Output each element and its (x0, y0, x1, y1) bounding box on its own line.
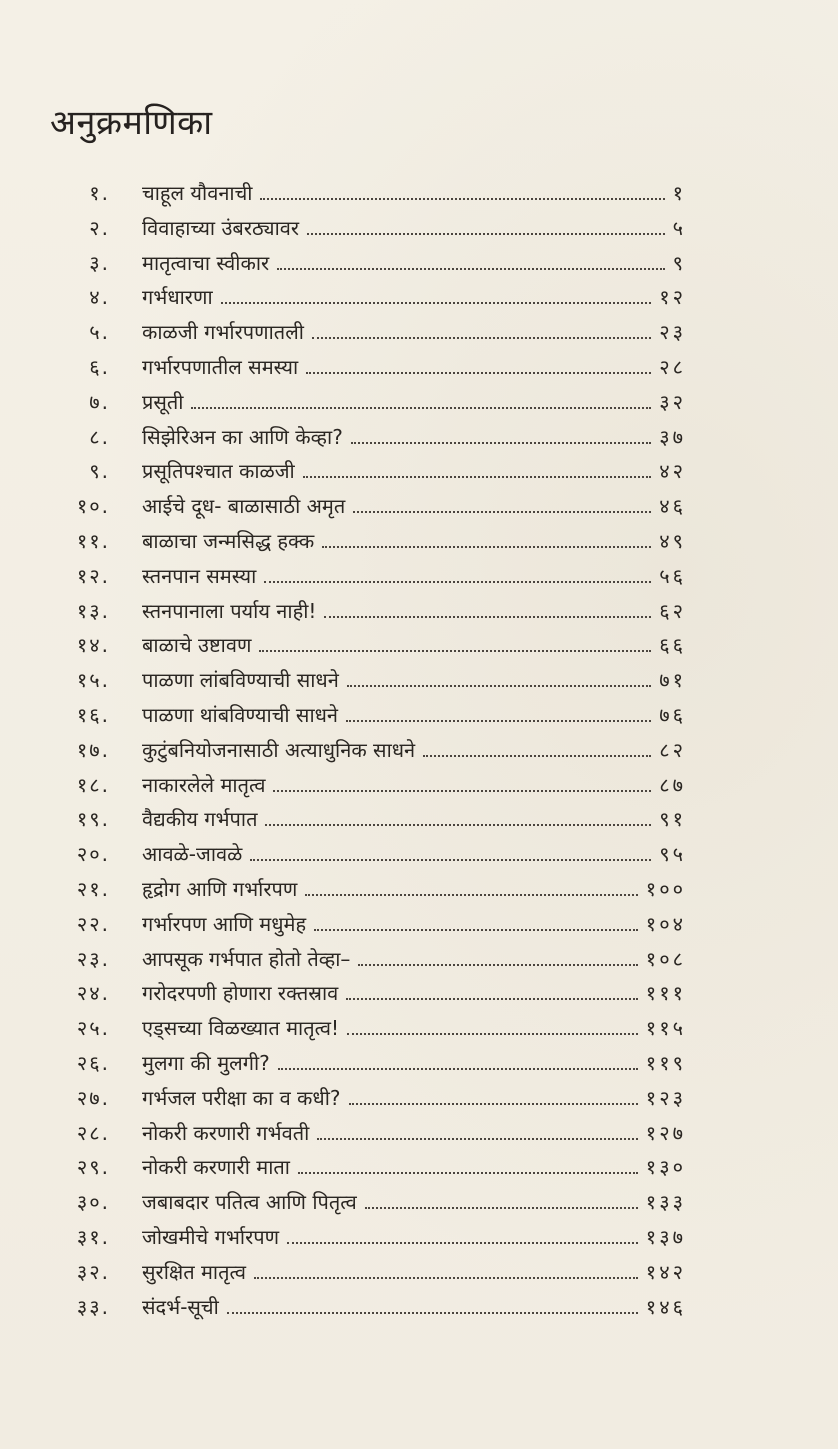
chapter-number: ३१. (76, 1225, 110, 1249)
dot-leader (365, 1187, 638, 1209)
entry-line (142, 665, 686, 695)
entry-line (142, 248, 686, 278)
chapter-number: ३२. (76, 1259, 110, 1284)
toc-entry (0, 1187, 838, 1217)
chapter-title: गर्भजल परीक्षा का व कधी? (142, 1085, 341, 1110)
chapter-number: २५. (76, 1016, 110, 1041)
toc-entry (0, 248, 838, 278)
chapter-number: २०. (76, 842, 110, 867)
chapter-title: स्तनपान समस्या (142, 563, 257, 588)
page-number: १०८ (645, 946, 686, 971)
page-number: ६६ (659, 633, 686, 658)
page-number: १३० (645, 1155, 686, 1180)
chapter-number: २६. (76, 1051, 110, 1075)
toc-entry (0, 874, 838, 904)
chapter-number: ९. (89, 459, 110, 484)
page-number: ४६ (659, 494, 686, 519)
dot-leader (277, 248, 664, 270)
chapter-number: २७. (76, 1085, 110, 1110)
chapter-number: २३. (76, 946, 110, 971)
chapter-number: ११. (76, 529, 110, 553)
dot-leader (264, 561, 651, 583)
toc-entry (0, 1013, 838, 1043)
toc-entry (0, 213, 838, 243)
chapter-number: १७. (76, 737, 110, 762)
page-title: अनुक्रमणिका (50, 103, 213, 143)
dot-leader (227, 1292, 638, 1314)
entry-line (142, 1187, 686, 1217)
page-number: ११५ (645, 1016, 686, 1041)
page-number: ३२ (659, 389, 686, 414)
entry-line (142, 561, 686, 591)
entry-line (142, 770, 686, 800)
chapter-number: १२. (76, 563, 110, 588)
page-number: १०४ (645, 911, 686, 936)
entry-line (142, 213, 686, 243)
entry-line (142, 491, 686, 521)
entry-line (142, 804, 686, 834)
chapter-title: वैद्यकीय गर्भपात (142, 807, 258, 832)
chapter-number: १६. (76, 703, 110, 727)
dot-leader (221, 282, 652, 304)
entry-line (142, 944, 686, 974)
chapter-title: सिझेरिअन का आणि केव्हा? (142, 424, 343, 449)
page-number: ४९ (659, 529, 686, 553)
page-number: ९१ (659, 807, 686, 832)
dot-leader (298, 1152, 638, 1174)
toc-entry (0, 944, 838, 974)
page-number: ७६ (659, 703, 686, 727)
chapter-title: जोखमीचे गर्भारपण (142, 1225, 280, 1249)
dot-leader (314, 909, 638, 931)
dot-leader (324, 596, 651, 618)
dot-leader (347, 1013, 638, 1035)
page-number: ९ (672, 250, 686, 275)
page-number: १११ (645, 981, 686, 1006)
entry-line (142, 1013, 686, 1043)
toc-entry (0, 1152, 838, 1182)
chapter-number: १५. (76, 668, 110, 693)
toc-entry (0, 178, 838, 208)
dot-leader (273, 770, 651, 792)
chapter-number: १०. (76, 494, 110, 519)
chapter-title: संदर्भ-सूची (142, 1294, 219, 1319)
toc-entry (0, 700, 838, 730)
chapter-title: काळजी गर्भारपणातली (142, 320, 304, 345)
chapter-number: २९. (76, 1155, 110, 1180)
dot-leader (358, 944, 637, 966)
dot-leader (346, 978, 638, 1000)
page-number: ३७ (659, 424, 686, 449)
chapter-title: आवळे-जावळे (142, 842, 243, 867)
dot-leader (303, 456, 651, 478)
chapter-title: आईचे दूध- बाळासाठी अमृत (142, 494, 346, 519)
dot-leader (351, 422, 651, 444)
chapter-title: पाळणा लांबविण्याची साधने (142, 668, 339, 693)
entry-line (142, 317, 686, 347)
toc-entry (0, 978, 838, 1008)
entry-line (142, 1048, 686, 1078)
toc-entry (0, 387, 838, 417)
page-number: २८ (659, 355, 686, 379)
page-number: २३ (659, 320, 686, 345)
chapter-title: नाकारलेले मातृत्व (142, 772, 266, 797)
chapter-number: ५. (89, 320, 110, 345)
entry-line (142, 735, 686, 765)
entry-line (142, 387, 686, 417)
chapter-number: ८. (89, 424, 110, 449)
toc-entry (0, 839, 838, 869)
dot-leader (305, 874, 637, 896)
toc-entry (0, 317, 838, 347)
chapter-number: १९. (76, 807, 110, 832)
chapter-number: १३. (76, 598, 110, 623)
dot-leader (287, 1222, 638, 1244)
toc-entry (0, 1222, 838, 1252)
page-number: १२ (659, 285, 686, 310)
entry-line (142, 1222, 686, 1252)
chapter-title: गर्भारपणातील समस्या (142, 355, 299, 379)
entry-line (142, 978, 686, 1008)
toc-entry (0, 561, 838, 591)
dot-leader (423, 735, 651, 757)
toc-entry (0, 596, 838, 626)
page-number: ४२ (659, 459, 686, 484)
chapter-number: २२. (76, 911, 110, 936)
chapter-title: नोकरी करणारी गर्भवती (142, 1120, 310, 1145)
chapter-title: गर्भारपण आणि मधुमेह (142, 911, 307, 936)
toc-entry (0, 422, 838, 452)
dot-leader (250, 839, 651, 861)
chapter-title: गरोदरपणी होणारा रक्तस्राव (142, 981, 339, 1006)
toc-entry (0, 282, 838, 312)
entry-line (142, 596, 686, 626)
toc-entry (0, 630, 838, 660)
page-number: ७१ (659, 668, 686, 693)
page-number: १३७ (645, 1225, 686, 1249)
entry-line (142, 1083, 686, 1113)
page-number: १४६ (645, 1294, 686, 1319)
page-number: १३३ (645, 1190, 686, 1215)
page-number: १ (672, 181, 686, 205)
toc-entry (0, 491, 838, 521)
toc-entry (0, 665, 838, 695)
page-number: ५ (672, 215, 686, 240)
entry-line (142, 456, 686, 486)
chapter-title: बाळाचे उष्टावण (142, 633, 252, 658)
chapter-number: १. (89, 181, 110, 205)
entry-line (142, 909, 686, 939)
chapter-number: २४. (76, 981, 110, 1006)
chapter-title: नोकरी करणारी माता (142, 1155, 290, 1180)
dot-leader (191, 387, 651, 409)
toc-entry (0, 1118, 838, 1148)
entry-line (142, 1292, 686, 1322)
entry-line (142, 526, 686, 556)
chapter-title: हृद्रोग आणि गर्भारपण (142, 877, 298, 901)
dot-leader (265, 804, 651, 826)
chapter-title: आपसूक गर्भपात होतो तेव्हा– (142, 946, 351, 971)
toc-entry (0, 352, 838, 382)
toc-entry (0, 909, 838, 939)
chapter-title: चाहूल यौवनाची (142, 181, 253, 205)
dot-leader (353, 491, 651, 513)
chapter-number: ३. (89, 250, 110, 275)
dot-leader (259, 630, 651, 652)
chapter-number: १४. (76, 633, 110, 658)
dot-leader (322, 526, 651, 548)
page-number: ५६ (659, 563, 686, 588)
dot-leader (307, 213, 665, 235)
dot-leader (254, 1257, 638, 1279)
chapter-title: बाळाचा जन्मसिद्ध हक्क (142, 529, 315, 553)
chapter-number: ३०. (76, 1190, 110, 1215)
chapter-title: विवाहाच्या उंबरठ्यावर (142, 215, 300, 240)
entry-line (142, 178, 686, 208)
toc-entry (0, 1292, 838, 1322)
dot-leader (347, 665, 651, 687)
page-number: १४२ (645, 1259, 686, 1284)
dot-leader (306, 352, 651, 374)
chapter-title: सुरक्षित मातृत्व (142, 1259, 246, 1284)
chapter-title: पाळणा थांबविण्याची साधने (142, 703, 339, 727)
toc-entry (0, 1257, 838, 1287)
entry-line (142, 630, 686, 660)
chapter-number: ६. (89, 355, 110, 379)
entry-line (142, 839, 686, 869)
dot-leader (346, 700, 651, 722)
page-number: १०० (645, 877, 686, 901)
entry-line (142, 352, 686, 382)
page-number: ११९ (645, 1051, 686, 1075)
chapter-title: स्तनपानाला पर्याय नाही! (142, 598, 317, 623)
entry-line (142, 700, 686, 730)
chapter-number: १८. (76, 772, 110, 797)
chapter-title: एड्सच्या विळख्यात मातृत्व! (142, 1016, 340, 1041)
page-number: १२३ (645, 1085, 686, 1110)
dot-leader (278, 1048, 638, 1070)
entry-line (142, 1152, 686, 1182)
dot-leader (349, 1083, 638, 1105)
chapter-title: मातृत्वाचा स्वीकार (142, 250, 270, 275)
chapter-title: कुटुंबनियोजनासाठी अत्याधुनिक साधने (142, 737, 416, 762)
entry-line (142, 422, 686, 452)
chapter-number: २१. (76, 877, 110, 901)
chapter-number: ७. (89, 389, 110, 414)
entry-line (142, 874, 686, 904)
toc-entry (0, 456, 838, 486)
chapter-title: मुलगा की मुलगी? (142, 1051, 270, 1075)
page-number: १२७ (645, 1120, 686, 1145)
toc-entry (0, 526, 838, 556)
chapter-number: ३३. (76, 1294, 110, 1319)
entry-line (142, 1257, 686, 1287)
toc-entry (0, 1048, 838, 1078)
entry-line (142, 282, 686, 312)
page-number: ९५ (659, 842, 686, 867)
page-number: ६२ (659, 598, 686, 623)
chapter-number: २८. (76, 1120, 110, 1145)
dot-leader (312, 317, 651, 339)
chapter-title: प्रसूतिपश्चात काळजी (142, 459, 295, 484)
chapter-title: गर्भधारणा (142, 285, 213, 310)
toc-entry (0, 1083, 838, 1113)
dot-leader (260, 178, 664, 200)
toc-entry (0, 770, 838, 800)
chapter-title: जबाबदार पतित्व आणि पितृत्व (142, 1190, 357, 1215)
entry-line (142, 1118, 686, 1148)
page-number: ८२ (659, 737, 686, 762)
toc-entry (0, 804, 838, 834)
dot-leader (317, 1118, 638, 1140)
page-number: ८७ (659, 772, 686, 797)
toc-entry (0, 735, 838, 765)
chapter-number: २. (89, 215, 110, 240)
chapter-number: ४. (89, 285, 110, 310)
chapter-title: प्रसूती (142, 389, 184, 414)
